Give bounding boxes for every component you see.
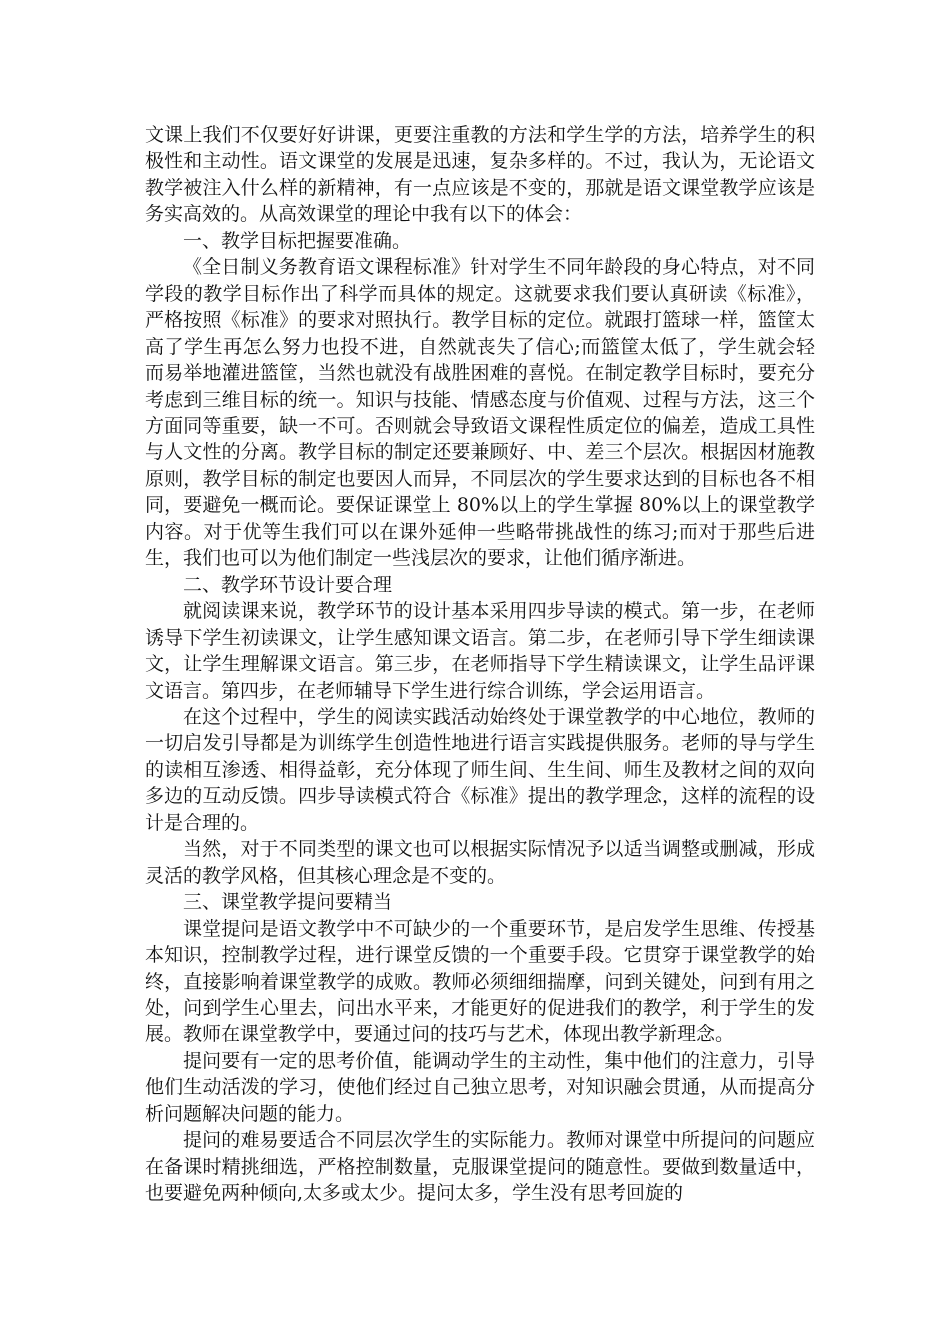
paragraph-question-difficulty: 提问的难易要适合不同层次学生的实际能力。教师对课堂中所提问的问题应在备课时精挑细选，严格控制数量，克服课堂提问的随意性。要做到数量适中，也要避免两种倾向,太多或太少。提问太多，学生没有思考回旋的 — [145, 1129, 815, 1205]
paragraph-classroom-questioning: 课堂提问是语文教学中不可缺少的一个重要环节，是启发学生思维、传授基本知识，控制教学过程，进行课堂反馈的一个重要手段。它贯穿于课堂教学的始终，直接影响着课堂教学的成败。教师必须细细揣摩，问到关键处，问到有用之处，问到学生心里去，问出水平来，才能更好的促进我们的教学，利于学生的发展。教师在课堂教学中，要通过问的技巧与艺术，体现出教学新理念。 — [145, 917, 815, 1046]
paragraph-intro: 文课上我们不仅要好好讲课，更要注重教的方法和学生学的方法，培养学生的积极性和主动性。语文课堂的发展是迅速，复杂多样的。不过，我认为，无论语文教学被注入什么样的新精神，有一点应该是不变的，那就是语文课堂教学应该是务实高效的。从高效课堂的理论中我有以下的体会： — [145, 124, 815, 226]
paragraph-flexible-style: 当然，对于不同类型的课文也可以根据实际情况予以适当调整或删减，形成灵活的教学风格，但其核心理念是不变的。 — [145, 838, 815, 887]
paragraph-reading-practice: 在这个过程中，学生的阅读实践活动始终处于课堂教学的中心地位，教师的一切启发引导都是为训练学生创造性地进行语言实践提供服务。老师的导与学生的读相互渗透、相得益彰，充分体现了师生间、生生间、师生及教材之间的双向多边的互动反馈。四步导读模式符合《标准》提出的教学理念，这样的流程的设计是合理的。 — [145, 705, 815, 834]
section-heading-1: 一、教学目标把握要准确。 — [183, 229, 412, 252]
section-heading-3: 三、课堂教学提问要精当 — [183, 891, 393, 914]
paragraph-four-step-reading: 就阅读课来说，教学环节的设计基本采用四步导读的模式。第一步，在老师诱导下学生初读课文，让学生感知课文语言。第二步，在老师引导下学生细读课文，让学生理解课文语言。第三步，在老师指导下学生精读课文，让学生品评课文语言。第四步，在老师辅导下学生进行综合训练，学会运用语言。 — [145, 600, 815, 702]
document-body — [145, 122, 815, 1207]
section-heading-2: 二、教学环节设计要合理 — [183, 573, 393, 596]
paragraph-question-value: 提问要有一定的思考价值，能调动学生的主动性，集中他们的注意力，引导他们生动活泼的学习，使他们经过自己独立思考，对知识融会贯通，从而提高分析问题解决问题的能力。 — [145, 1049, 815, 1125]
paragraph-teaching-objectives: 《全日制义务教育语文课程标准》针对学生不同年龄段的身心特点，对不同学段的教学目标作出了科学而具体的规定。这就要求我们要认真研读《标准》，严格按照《标准》的要求对照执行。教学目标的定位。就跟打篮球一样，篮筐太高了学生再怎么努力也投不进，自然就丧失了信心;而篮筐太低了，学生就会轻而易举地灌进篮筐，当然也就没有战胜困难的喜悦。在制定教学目标时，要充分考虑到三维目标的统一。知识与技能、情感态度与价值观、过程与方法，这三个方面同等重要，缺一不可。否则就会导致语文课程性质定位的偏差，造成工具性与人文性的分离。教学目标的制定还要兼顾好、中、差三个层次。根据因材施教原则，教学目标的制定也要因人而异，不同层次的学生要求达到的目标也各不相同，要避免一概而论。要保证课堂上 80%以上的学生掌握 80%以上的课堂教学内容。对于优等生我们可以在课外延伸一些略带挑战性的练习;而对于那些后进生，我们也可以为他们制定一些浅层次的要求，让他们循序渐进。 — [145, 256, 815, 570]
